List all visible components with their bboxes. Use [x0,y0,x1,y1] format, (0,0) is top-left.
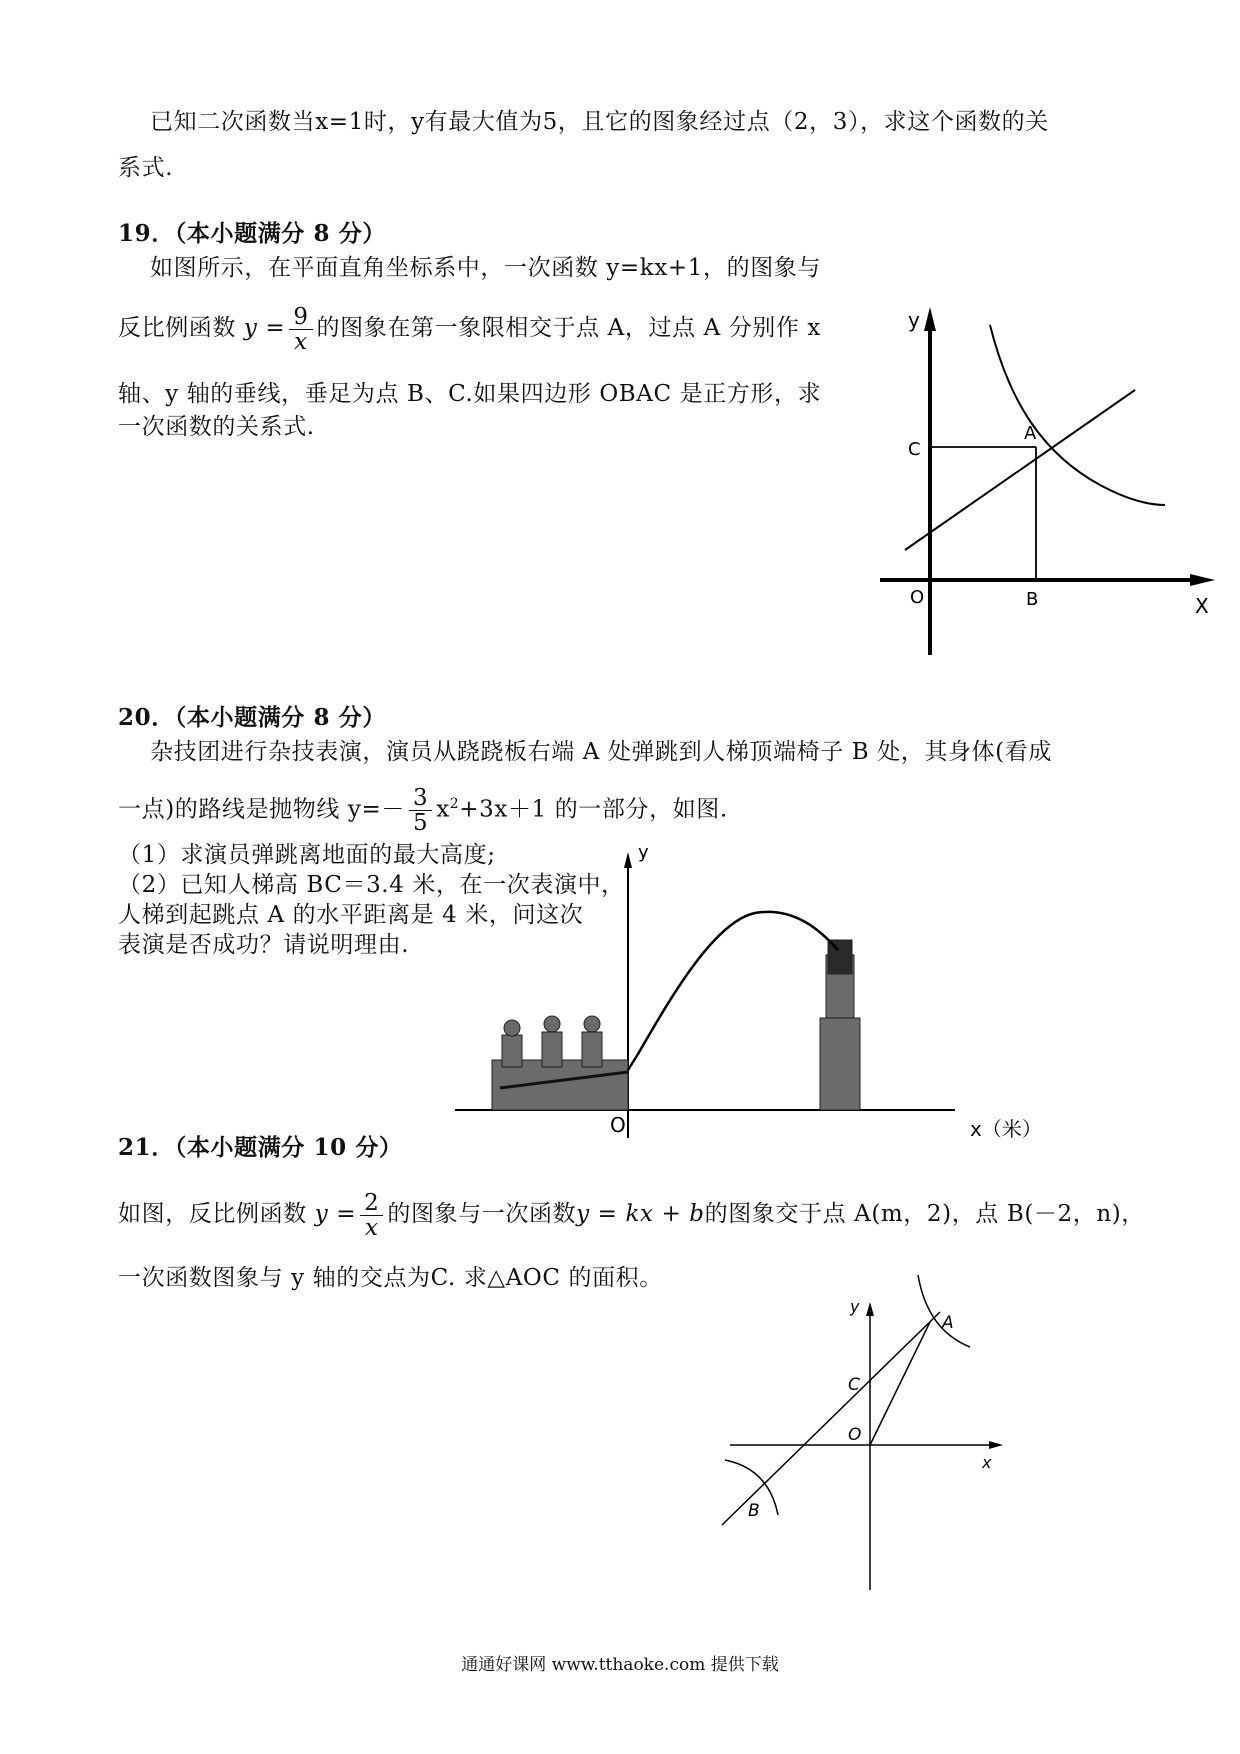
p19-label-a: A [1024,423,1037,444]
p20-fraction [409,786,432,835]
p21-label-o: O [848,1425,862,1445]
p18-line1: 已知二次函数当x=1时，y有最大值为5，且它的图象经过点（2，3），求这个函数的关 [150,109,1049,135]
p21-line2: 一次函数图象与 y 轴的交点为C. 求△AOC 的面积。 [118,1265,663,1291]
p19-frac-num: 9 [289,305,312,330]
p20-q2-line1: （2）已知人梯高 BC＝3.4 米，在一次表演中， [118,872,625,898]
p20-label-o: O [610,1113,626,1137]
p21-fraction [360,1191,383,1240]
p19-function-y: y = [243,315,286,341]
p19-linear-line [905,390,1135,550]
p21-frac-den: x [364,1214,379,1241]
p20-human-ladder-illustration [820,940,860,1110]
p19-heading: 19．（本小题满分 8 分） [118,220,386,247]
p19-label-x: X [1195,594,1209,618]
p21-label-x: x [982,1453,992,1472]
p19-line2 [118,300,821,356]
p19-label-b: B [1026,589,1039,610]
p18-line2: 系式. [118,155,174,181]
p20-line2-pre: 一点)的路线是抛物线 y=－ [118,796,405,823]
p19-line3: 轴、y 轴的垂线，垂足为点 B、C.如果四边形 OBAC 是正方形，求 [118,381,822,407]
p20-q1: （1）求演员弹跳离地面的最大高度; [118,842,496,868]
p20-figure [450,840,1070,1145]
p19-line2-post: 的图象在第一象限相交于点 A，过点 A 分别作 x [316,315,821,341]
p20-parabola-path [628,912,838,1070]
p19-frac-den: x [294,328,308,355]
p19-line4: 一次函数的关系式. [118,414,315,440]
p20-label-x: x（米） [970,1117,1042,1141]
p20-q2-line3: 表演是否成功？请说明理由. [118,932,410,958]
p21-x-arrow [989,1441,1003,1449]
p19-label-c: C [908,439,921,460]
p21-linear-line [722,1312,940,1525]
p21-function-y: y = [314,1201,357,1227]
p21-segment-oa [870,1322,930,1445]
p21-label-y: y [850,1297,860,1316]
p21-line1-mid: 的图象与一次函数 [387,1201,577,1227]
p21-frac-num: 2 [360,1191,383,1216]
p19-label-o: O [910,587,925,608]
p20-label-y: y [638,842,649,863]
p21-line1-post: 的图象交于点 A(m，2)，点 B(－2，n)， [704,1201,1145,1227]
p21-line1 [118,1186,1145,1242]
p20-line2 [118,776,728,838]
p21-hyperbola-branch-upper [918,1275,970,1347]
p21-heading: 21．（本小题满分 10 分） [118,1134,403,1161]
p19-hyperbola [990,325,1165,505]
p20-q2-line2: 人梯到起跳点 A 的水平距离是 4 米，问这次 [118,902,584,928]
p20-y-arrow [624,852,632,868]
p21-label-a: A [942,1313,954,1333]
p19-figure [860,295,1220,670]
p19-fraction [289,305,312,354]
p20-line1: 杂技团进行杂技表演，演员从跷跷板右端 A 处弹跳到人梯顶端椅子 B 处，其身体(看成 [150,739,1052,765]
p20-line2-post: +3x＋1 的一部分，如图. [459,796,728,823]
p19-y-arrow [924,307,936,331]
p21-y-arrow [866,1302,874,1316]
p21-line1-pre: 如图，反比例函数 [118,1201,307,1227]
p19-line1: 如图所示，在平面直角坐标系中，一次函数 y=kx+1，的图象与 [150,255,821,281]
p20-exponent: 2 [449,796,460,812]
p19-label-y: y [908,308,920,332]
p20-frac-den: 5 [412,810,429,837]
p19-x-arrow [1190,574,1215,586]
p20-heading: 20．（本小题满分 8 分） [118,704,386,731]
p19-line2-pre: 反比例函数 [118,315,236,341]
p21-figure [720,1270,1010,1600]
p20-var-x: x [436,796,450,823]
p20-frac-num: 3 [409,786,432,811]
p20-performers-illustration [492,1016,628,1110]
page-footer: 通通好课网 www.tthaoke.com 提供下载 [461,1655,779,1675]
p21-label-b: B [748,1501,760,1521]
p21-linear-eq: y = kx + b [576,1201,705,1227]
p21-label-c: C [848,1375,860,1395]
